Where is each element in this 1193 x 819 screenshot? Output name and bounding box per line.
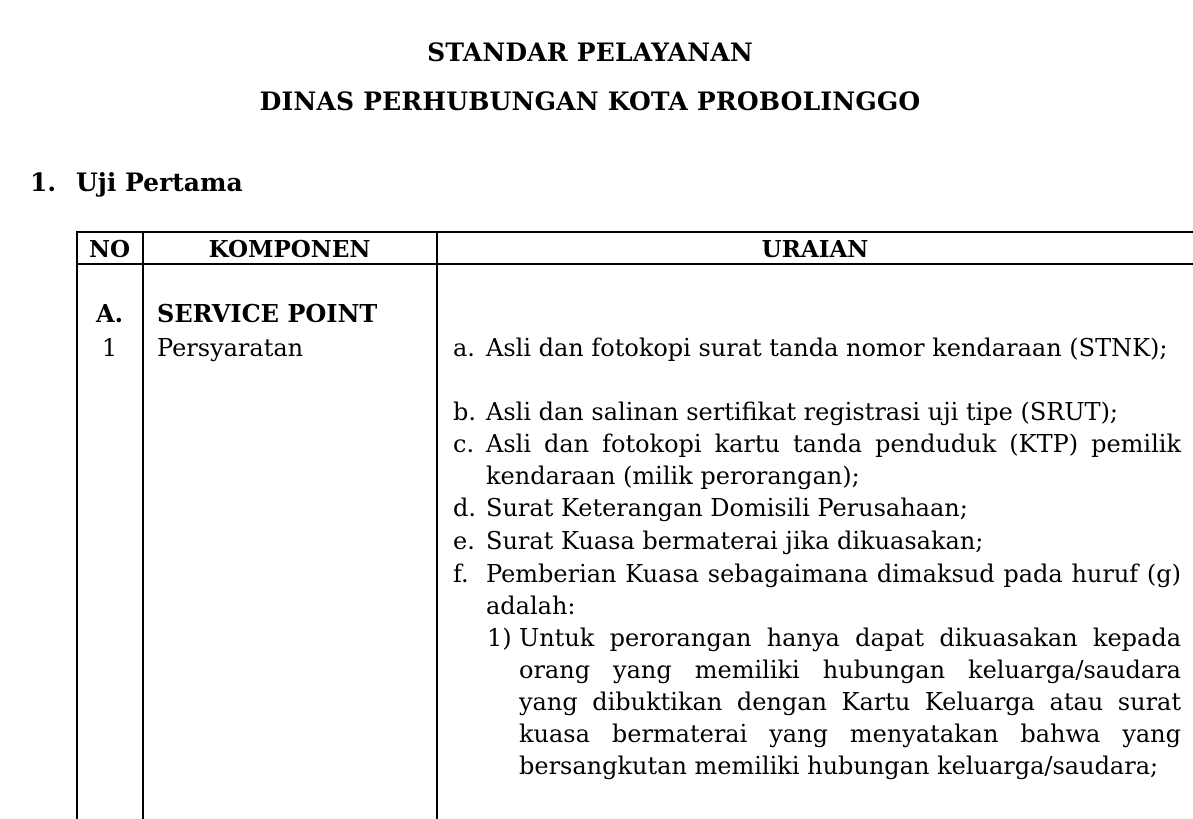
- section-heading: [30, 168, 243, 197]
- list-item-text: Pemberian Kuasa sebagaimana dimaksud pada huruf (g) adalah:: [486, 560, 1181, 620]
- section-number: 1.: [30, 168, 57, 197]
- section-title: Uji Pertama: [76, 168, 243, 197]
- sub-list-item-text: Untuk perorangan hanya dapat dikuasakan kepada orang yang memiliki hubungan keluarga/saudara yang dibuktikan dengan Kartu Keluarga atau surat kuasa bermaterai yang menyatakan bahwa yang bersangkutan memiliki hubungan keluarga/saudara;: [519, 624, 1181, 780]
- table-header-divider: [76, 263, 1193, 265]
- row-number: 1: [101, 334, 118, 362]
- list-item-label: e.: [453, 527, 475, 555]
- row-komponen: Persyaratan: [157, 334, 304, 362]
- list-item-label: c.: [453, 430, 475, 458]
- header-komponen: KOMPONEN: [208, 236, 371, 263]
- group-number: A.: [96, 299, 123, 328]
- column-divider-no: [142, 231, 144, 819]
- list-item-text: Asli dan fotokopi kartu tanda penduduk (KTP) pemilik kendaraan (milik perorangan);: [486, 430, 1181, 490]
- list-item: [453, 396, 1181, 428]
- document-subtitle: DINAS PERHUBUNGAN KOTA PROBOLINGGO: [259, 87, 921, 116]
- list-item-text: Asli dan fotokopi surat tanda nomor kendaraan (STNK);: [486, 334, 1168, 362]
- list-item: [453, 428, 1181, 492]
- list-item-label: f.: [453, 560, 469, 588]
- sub-list-item-label: 1): [487, 624, 512, 652]
- list-item: [453, 332, 1181, 364]
- list-item: [453, 525, 1181, 557]
- column-divider-komponen: [436, 231, 438, 819]
- group-title: SERVICE POINT: [157, 299, 378, 328]
- list-item-text: Asli dan salinan sertifikat registrasi uji tipe (SRUT);: [486, 398, 1119, 426]
- list-item: [453, 558, 1181, 622]
- list-item-label: d.: [453, 494, 476, 522]
- header-uraian: URAIAN: [761, 236, 869, 263]
- list-item: [453, 492, 1181, 524]
- list-item-text: Surat Kuasa bermaterai jika dikuasakan;: [486, 527, 984, 555]
- list-item-label: a.: [453, 334, 475, 362]
- table-top-border: [76, 231, 1193, 233]
- list-item-label: b.: [453, 398, 476, 426]
- list-item-text: Surat Keterangan Domisili Perusahaan;: [486, 494, 968, 522]
- document-title: STANDAR PELAYANAN: [427, 38, 753, 67]
- sub-list-item: [487, 622, 1181, 782]
- header-no: NO: [88, 236, 131, 263]
